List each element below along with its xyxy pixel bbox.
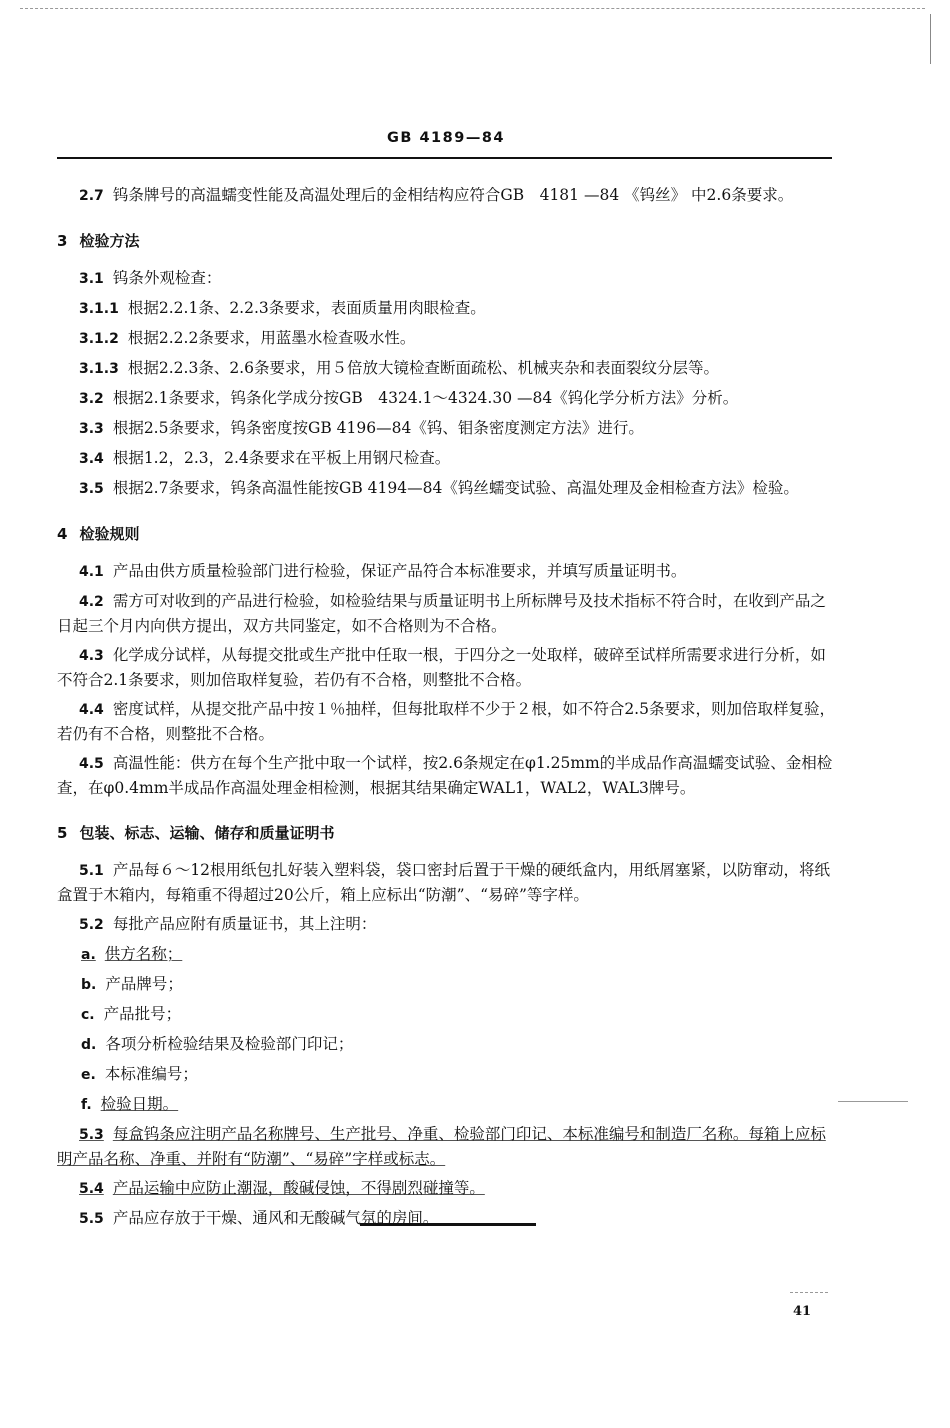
list-text: 本标准编号； [104,1065,198,1083]
list-item-b [57,972,837,997]
clause-text: 根据2.2.3条、2.6条要求，用５倍放大镜检查断面疏松、机械夹杂和表面裂纹分层等。 [127,359,719,377]
section-title: 包装、标志、运输、储存和质量证明书 [79,824,335,842]
margin-rule [838,1101,908,1102]
section-number: 4 [57,525,68,543]
clause-number: 4.1 [79,564,104,580]
scan-edge-right [930,14,931,64]
clause-number: 5.1 [79,863,104,879]
clause-text: 根据2.5条要求，钨条密度按GB 4196—84《钨、钼条密度测定方法》进行。 [112,419,644,437]
scan-edge-top [20,8,925,9]
clause-3-4 [57,446,837,471]
clause-number: 3.1.1 [79,301,119,317]
clause-text: 钨条牌号的高温蠕变性能及高温处理后的金相结构应符合GB 4181 —84 《钨丝》 中2.6条要求。 [112,186,794,204]
clause-text: 每批产品应附有质量证书，其上注明： [112,915,377,933]
section-title: 检验方法 [79,232,140,250]
clause-3-1-2 [57,326,837,351]
list-text: 产品牌号； [105,975,183,993]
clause-number: 3.1.2 [79,331,119,347]
clause-3-1-3 [57,356,837,381]
clause-text: 每盒钨条应注明产品名称牌号、生产批号、净重、检验部门印记、本标准编号和制造厂名称。每箱上应标明产品名称、净重、并附有“防潮”、“易碎”字样或标志。 [57,1125,826,1168]
list-item-f [57,1092,837,1117]
clause-number: 5.3 [79,1127,104,1143]
clause-4-5 [57,751,837,800]
clause-number: 5.2 [79,917,104,933]
list-text: 各项分析检验结果及检验部门印记； [105,1035,354,1053]
list-item-a [57,942,837,967]
clause-4-4 [57,697,837,746]
clause-number: 2.7 [79,188,104,204]
clause-3-2 [57,386,837,411]
list-marker: d. [81,1037,97,1053]
list-marker: a. [81,947,96,963]
clause-text: 产品应存放于干燥、通风和无酸碱气氛的房间。 [112,1209,439,1227]
clause-2-7 [57,183,837,208]
clause-5-3 [57,1122,837,1171]
clause-text: 根据2.2.1条、2.2.3条要求，表面质量用肉眼检查。 [127,299,486,317]
clause-number: 3.5 [79,481,104,497]
clause-text: 产品运输中应防止潮湿，酸碱侵蚀，不得剧烈碰撞等。 [112,1179,485,1197]
list-marker: c. [81,1007,95,1023]
page-number: 41 [792,1304,812,1319]
clause-number: 3.3 [79,421,104,437]
clause-number: 3.1.3 [79,361,119,377]
clause-4-1 [57,559,837,584]
clause-number: 5.5 [79,1211,104,1227]
list-item-c [57,1002,837,1027]
clause-5-2 [57,912,837,937]
clause-text: 高温性能：供方在每个生产批中取一个试样，按2.6条规定在φ1.25mm的半成品作高温蠕变试验、金相检查，在φ0.4mm半成品作高温处理金相检测，根据其结果确定WAL1，WAL2，WAL3牌号。 [57,754,833,797]
clause-text: 根据2.2.2条要求，用蓝墨水检查吸水性。 [127,329,416,347]
clause-number: 4.2 [79,594,104,610]
header-rule [57,157,832,159]
clause-5-1 [57,858,837,907]
list-item-e [57,1062,837,1087]
clause-4-2 [57,589,837,638]
list-item-d [57,1032,837,1057]
list-text: 产品批号； [103,1005,182,1023]
list-marker: b. [81,977,97,993]
end-rule [360,1223,536,1226]
clause-number: 3.2 [79,391,104,407]
clause-text: 产品每６～12根用纸包扎好装入塑料袋，袋口密封后置于干燥的硬纸盒内，用纸屑塞紧，以防窜动，将纸盒置于木箱内，每箱重不得超过20公斤，箱上应标出“防潮”、“易碎”等字样。 [57,861,831,904]
clause-number: 5.4 [79,1181,104,1197]
list-marker: f. [81,1097,92,1113]
clause-4-3 [57,643,837,692]
section-heading-4 [57,522,837,546]
clause-number: 4.5 [79,756,104,772]
section-number: 5 [57,824,68,842]
clause-text: 根据1.2，2.3，2.4条要求在平板上用钢尺检查。 [112,449,451,467]
clause-number: 3.1 [79,271,104,287]
section-heading-3 [57,229,837,253]
clause-3-1 [57,266,837,291]
clause-text: 根据2.1条要求，钨条化学成分按GB 4324.1～4324.30 —84《钨化学分析方法》分析。 [112,389,739,407]
clause-text: 产品由供方质量检验部门进行检验，保证产品符合本标准要求，并填写质量证明书。 [112,562,687,580]
clause-text: 密度试样，从提交批产品中按１％抽样，但每批取样不少于２根，如不符合2.5条要求，则加倍取样复验，若仍有不合格，则整批不合格。 [57,700,835,743]
clause-text: 化学成分试样，从每提交批或生产批中任取一根，于四分之一处取样，破碎至试样所需要求进行分析，如不符合2.1条要求，则加倍取样复验，若仍有不合格，则整批不合格。 [57,646,826,689]
clause-text: 钨条外观检查： [112,269,222,287]
page-header-title: GB 4189—84 [386,130,506,146]
list-text: 检验日期。 [100,1095,179,1113]
clause-number: 4.3 [79,648,104,664]
list-marker: e. [81,1067,96,1083]
section-number: 3 [57,232,68,250]
clause-number: 4.4 [79,702,104,718]
section-title: 检验规则 [79,525,140,543]
clause-3-5 [57,476,837,501]
clause-3-3 [57,416,837,441]
clause-5-5 [57,1206,837,1231]
clause-3-1-1 [57,296,837,321]
footer-dash [790,1292,828,1293]
section-heading-5 [57,821,837,845]
clause-5-4 [57,1176,837,1201]
clause-number: 3.4 [79,451,104,467]
clause-text: 需方可对收到的产品进行检验，如检验结果与质量证明书上所标牌号及技术指标不符合时，在收到产品之日起三个月内向供方提出，双方共同鉴定，如不合格则为不合格。 [57,592,826,635]
list-text: 供方名称； [104,945,183,963]
clause-text: 根据2.7条要求，钨条高温性能按GB 4194—84《钨丝蠕变试验、高温处理及金相检查方法》检验。 [112,479,799,497]
document-body [57,183,837,1236]
